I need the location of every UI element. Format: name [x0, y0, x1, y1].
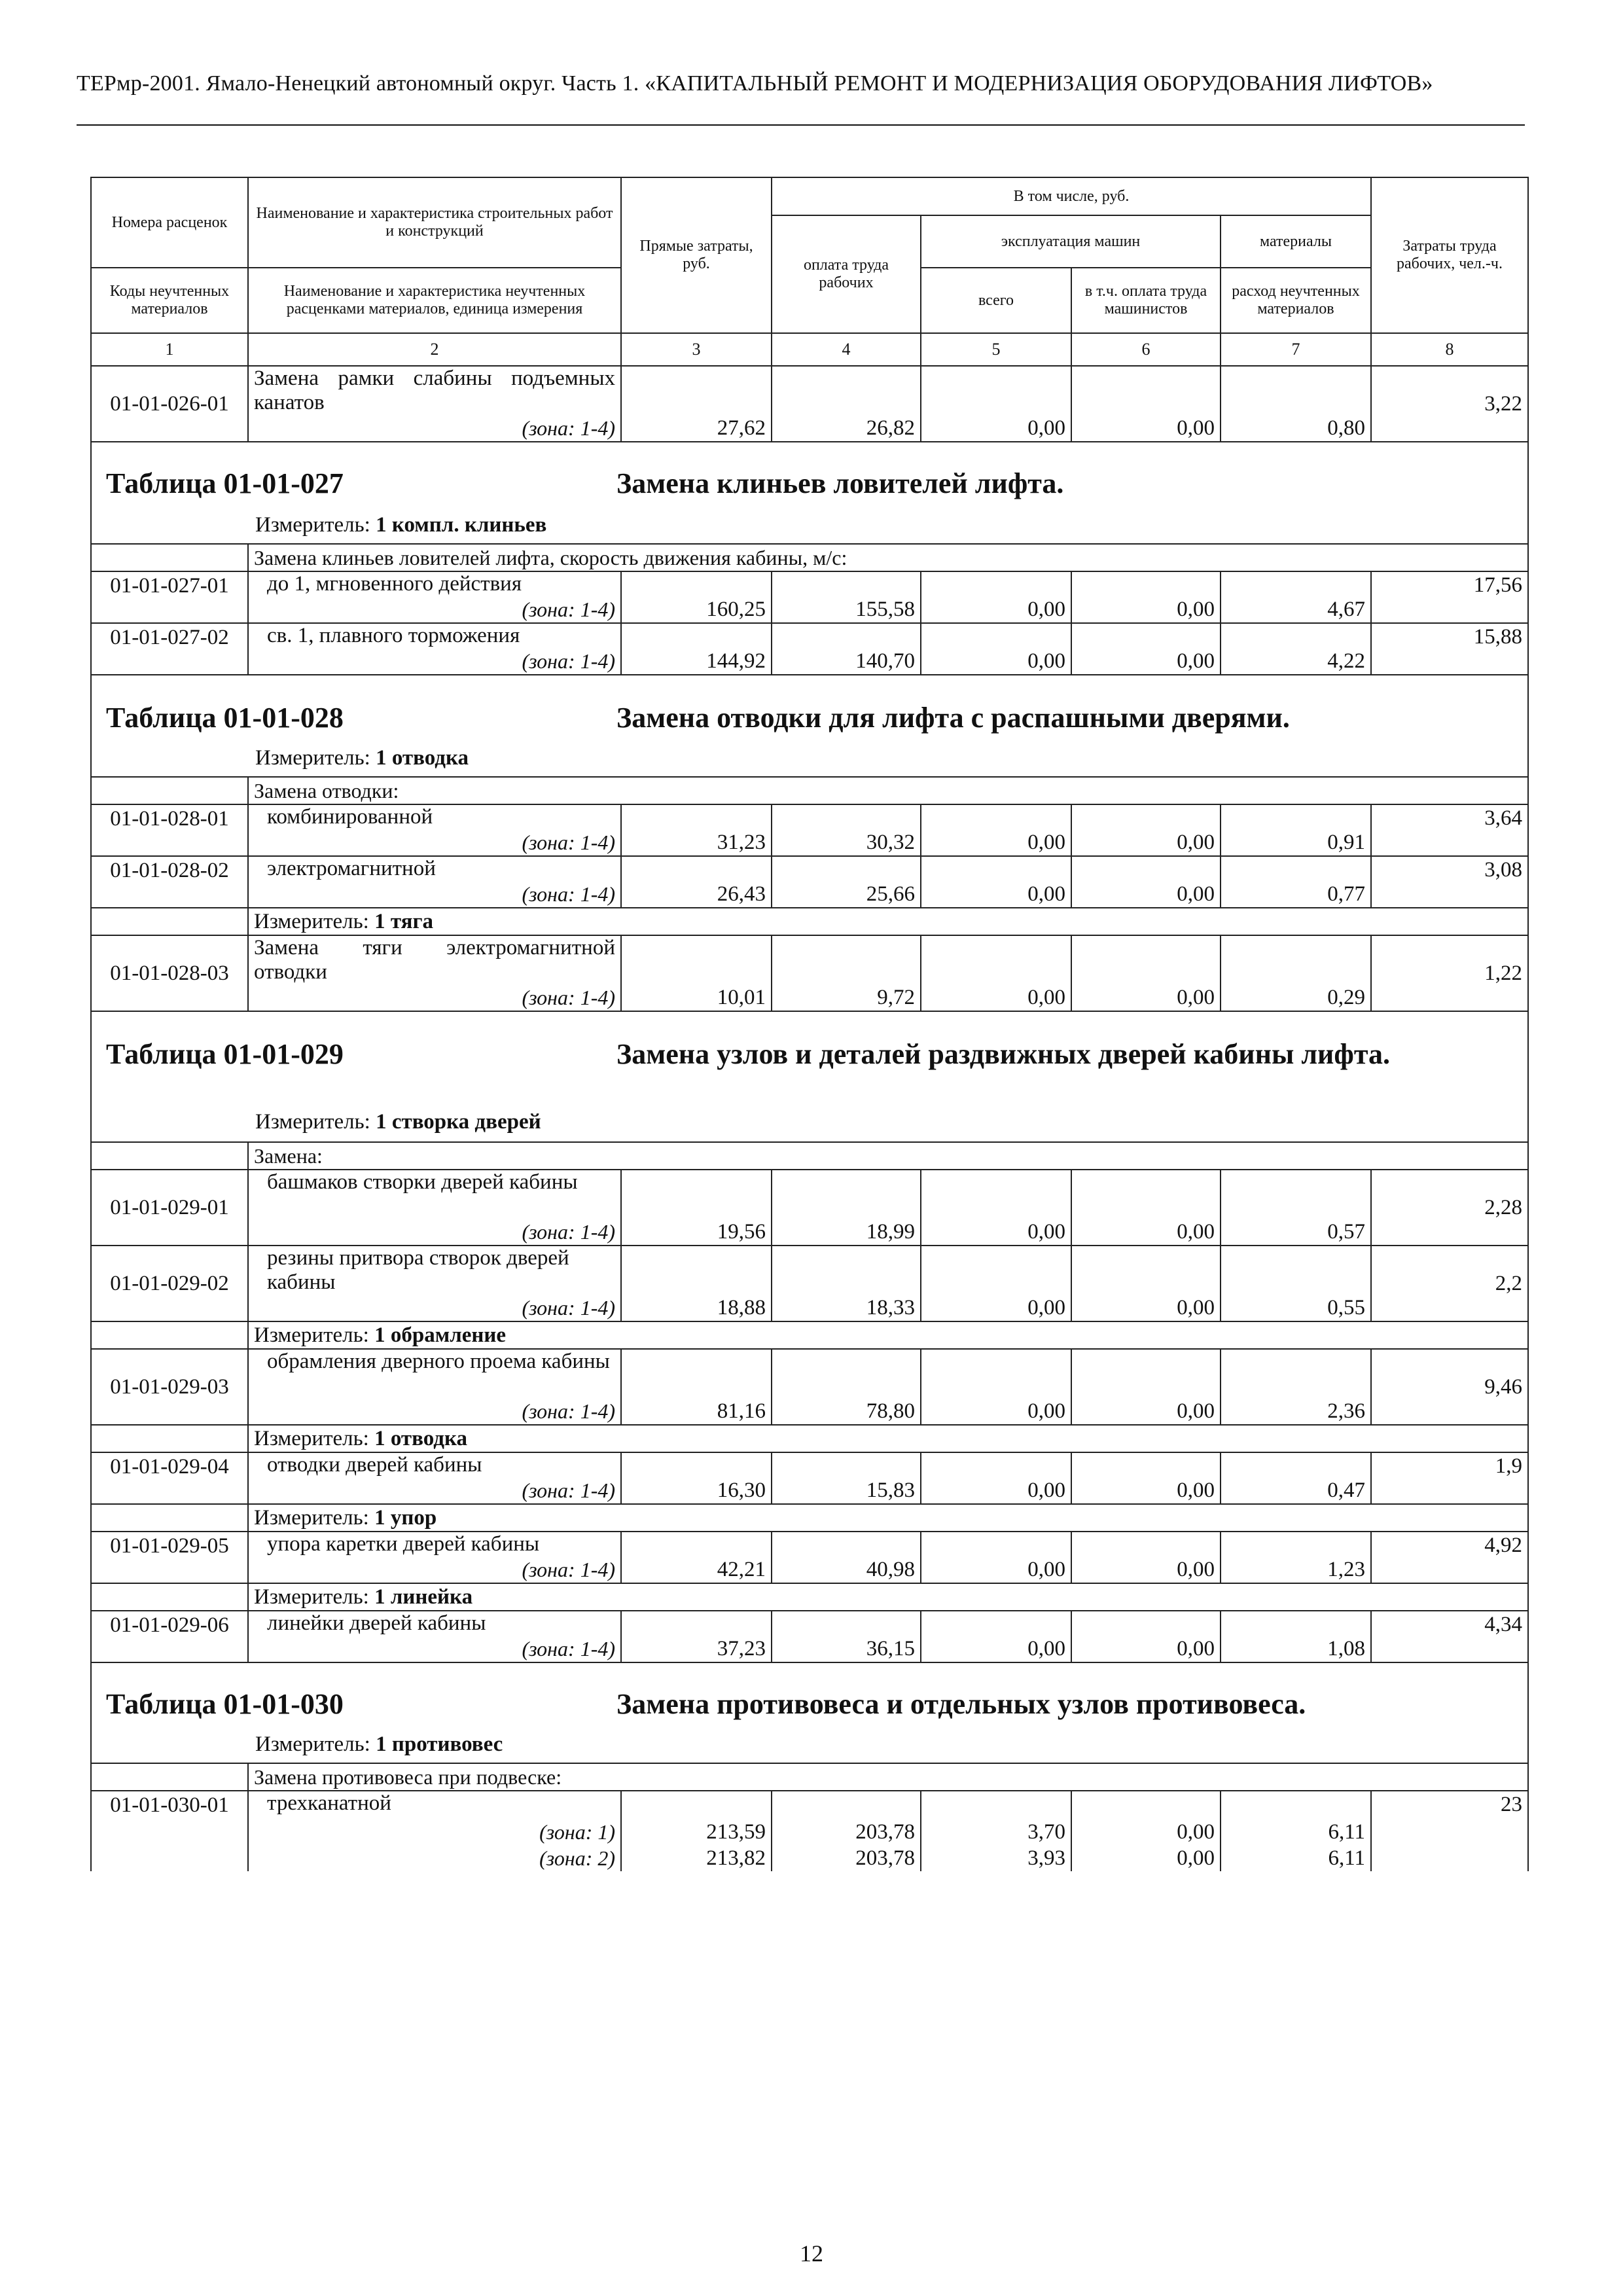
rate-row: 01-01-027-01 до 1, мгновенного действия 17,56 [91, 571, 1528, 596]
header-numbers: Номера расценок [91, 177, 248, 268]
table-number: Таблица 01-01-027 [106, 467, 344, 499]
table-title-028: Таблица 01-01-028 Замена отводки для лифта с распашными дверями. Измеритель: 1 отводка [91, 675, 1528, 777]
zone-row: (зона: 1-4) 37,23 36,15 0,00 0,00 1,08 [91, 1636, 1528, 1662]
meter-row: Измеритель: 1 упор [91, 1504, 1528, 1532]
zone-row: (зона: 1-4) 19,56 18,99 0,00 0,00 0,57 [91, 1219, 1528, 1246]
zone-row: (зона: 1) 213,59 203,78 3,70 0,00 6,11 [91, 1819, 1528, 1845]
group-row: Замена противовеса при подвеске: [91, 1763, 1528, 1791]
header-rule [77, 124, 1525, 126]
zone-row: (зона: 1-4) 10,01 9,72 0,00 0,00 0,29 [91, 984, 1528, 1011]
zone-row: (зона: 1-4) 160,25 155,58 0,00 0,00 4,67 [91, 596, 1528, 623]
meter-row: Измеритель: 1 обрамление [91, 1321, 1528, 1349]
page-number: 12 [800, 2240, 823, 2267]
group-row: Замена клиньев ловителей лифта, скорость движения кабины, м/с: [91, 544, 1528, 571]
meter-row: Измеритель: 1 отводка [91, 1425, 1528, 1452]
header-unaccounted-name: Наименование и характеристика неучтенных расценками материалов, единица измерения [248, 268, 621, 333]
header-materials-consumption: расход неучтенных материалов [1221, 268, 1371, 333]
header-including: В том числе, руб. [772, 177, 1371, 215]
zone-row: (зона: 1-4) 16,30 15,83 0,00 0,00 0,47 [91, 1477, 1528, 1504]
meter-row: Измеритель: 1 линейка [91, 1583, 1528, 1611]
table-number: Таблица 01-01-030 [106, 1688, 344, 1720]
meter-value: 1 компл. клиньев [376, 513, 547, 537]
header-codes: Коды неучтенных материалов [91, 268, 248, 333]
rate-row: 01-01-029-03 обрамления дверного проема кабины 9,46 [91, 1349, 1528, 1398]
header-name: Наименование и характеристика строительных работ и конструкций [248, 177, 621, 268]
rate-row: 01-01-030-01 трехканатной 23 [91, 1791, 1528, 1819]
table-title-030: Таблица 01-01-030 Замена противовеса и отдельных узлов противовеса. Измеритель: 1 противовес [91, 1662, 1528, 1763]
zone-row: (зона: 1-4) 27,62 26,82 0,00 0,00 0,80 [91, 415, 1528, 442]
rate-row: 01-01-029-06 линейки дверей кабины 4,34 [91, 1611, 1528, 1636]
table-title: Замена отводки для лифта с распашными дверями. [616, 702, 1290, 734]
header-direct-costs: Прямые затраты, руб. [621, 177, 772, 333]
table-title: Замена противовеса и отдельных узлов противовеса. [616, 1688, 1306, 1720]
table-title-027: Таблица 01-01-027 Замена клиньев ловителей лифта. Измеритель: 1 компл. клиньев [91, 442, 1528, 544]
meter-value: 1 отводка [376, 746, 469, 770]
zone-row: (зона: 1-4) 18,88 18,33 0,00 0,00 0,55 [91, 1295, 1528, 1321]
rate-row: 01-01-028-02 электромагнитной 3,08 [91, 856, 1528, 881]
rate-row: 01-01-029-01 башмаков створки дверей кабины 2,28 [91, 1170, 1528, 1219]
rate-row: 01-01-029-04 отводки дверей кабины 1,9 [91, 1452, 1528, 1477]
header-materials: материалы [1221, 215, 1371, 268]
meter-value: 1 противовес [376, 1732, 503, 1756]
table-title-029: Таблица 01-01-029 Замена узлов и деталей раздвижных дверей кабины лифта. Измеритель: 1 створка дверей [91, 1011, 1528, 1142]
rates-table [90, 177, 1529, 1871]
rate-row: 01-01-028-01 комбинированной 3,64 [91, 804, 1528, 829]
rate-row: 01-01-029-02 резины притвора створок дверей кабины 2,2 [91, 1246, 1528, 1295]
meter-value: 1 створка дверей [376, 1110, 541, 1134]
zone-row: (зона: 1-4) 42,21 40,98 0,00 0,00 1,23 [91, 1556, 1528, 1583]
rate-row: 01-01-029-05 упора каретки дверей кабины 4,92 [91, 1532, 1528, 1556]
table-title: Замена узлов и деталей раздвижных дверей кабины лифта. [616, 1038, 1390, 1070]
zone-row: (зона: 1-4) 81,16 78,80 0,00 0,00 2,36 [91, 1398, 1528, 1425]
zone-row: (зона: 1-4) 26,43 25,66 0,00 0,00 0,77 [91, 881, 1528, 908]
header-wages: оплата труда рабочих [772, 215, 921, 333]
zone-row: (зона: 2) 213,82 203,78 3,93 0,00 6,11 [91, 1845, 1528, 1871]
document-header: ТЕРмр-2001. Ямало-Ненецкий автономный округ. Часть 1. «КАПИТАЛЬНЫЙ РЕМОНТ И МОДЕРНИЗАЦИЯ ОБОРУДОВАНИЯ ЛИФТОВ» [77, 71, 1433, 96]
column-numbers-row: 1 2 3 4 5 6 7 8 [91, 333, 1528, 366]
header-labor: Затраты труда рабочих, чел.-ч. [1371, 177, 1528, 333]
group-row: Замена отводки: [91, 777, 1528, 804]
header-machines: эксплуатация машин [921, 215, 1221, 268]
zone-row: (зона: 1-4) 144,92 140,70 0,00 0,00 4,22 [91, 648, 1528, 675]
group-row: Замена: [91, 1142, 1528, 1170]
meter-row: Измеритель: 1 тяга [91, 908, 1528, 935]
table-title: Замена клиньев ловителей лифта. [616, 467, 1064, 499]
header-machines-total: всего [921, 268, 1071, 333]
table-number: Таблица 01-01-028 [106, 702, 344, 734]
table-number: Таблица 01-01-029 [106, 1038, 344, 1070]
zone-row: (зона: 1-4) 31,23 30,32 0,00 0,00 0,91 [91, 829, 1528, 856]
rate-row: 01-01-028-03 Замена тяги электромагнитной отводки 1,22 [91, 935, 1528, 984]
rate-row: 01-01-027-02 св. 1, плавного торможения 15,88 [91, 623, 1528, 648]
rate-row: 01-01-026-01 Замена рамки слабины подъемных канатов 3,22 [91, 366, 1528, 415]
header-machinist-wages: в т.ч. оплата труда машинистов [1071, 268, 1221, 333]
